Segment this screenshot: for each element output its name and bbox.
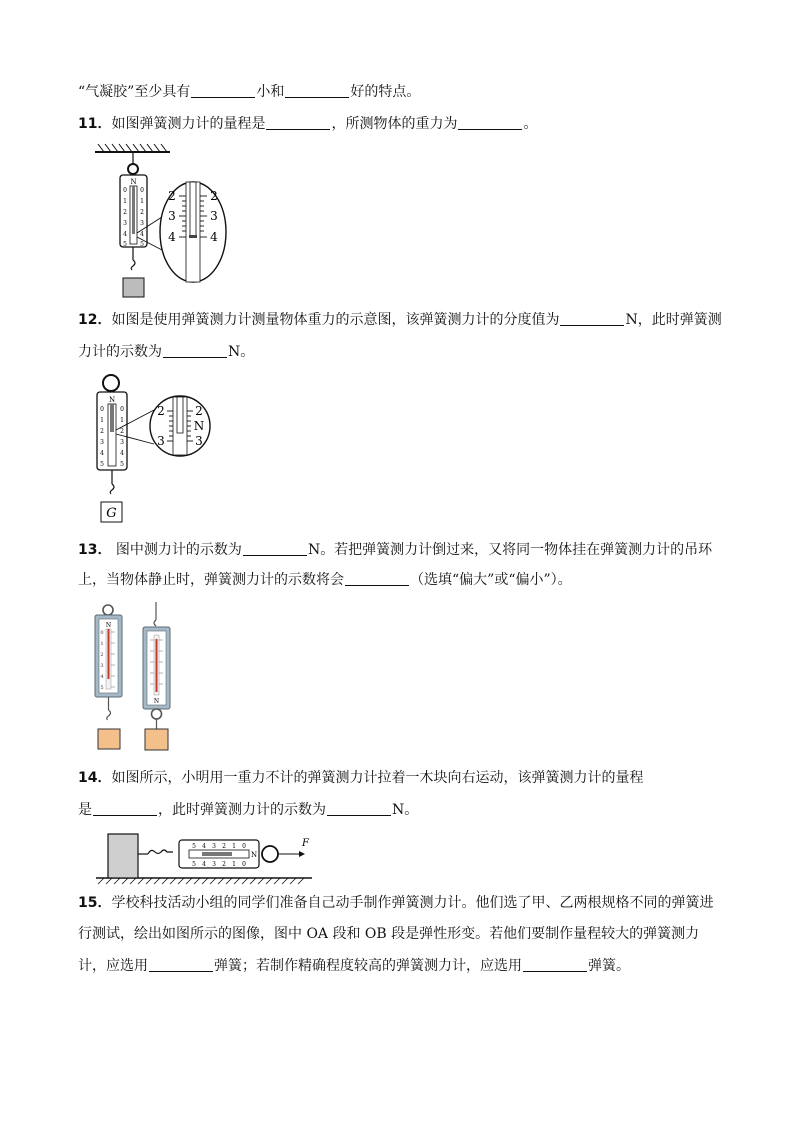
q11-scale-right-4: 4 [140,231,144,238]
q12-figure [90,372,220,527]
q12-number: 12． [78,312,112,328]
q11-part-b: ，所测物体的重力为 [331,116,458,132]
q12-zoom-label-left-3: 3 [157,434,165,448]
q13-part-a: 图中测力计的示数为 [111,542,242,558]
q14-scale-top-5: 5 [192,843,196,850]
q14-scale-top-4: 4 [202,843,206,850]
q12-scale-right-2: 2 [120,428,124,435]
q15-part-a: 学校科技活动小组的同学们准备自己动手制作弹簧测力计。他们选了甲、乙两根规格不同的弹簧进 [111,895,714,911]
q13-figure [88,602,198,752]
q14-scale-top-0: 0 [242,843,246,850]
q11-scale-left-2: 2 [123,209,127,216]
q14-scale-bottom-2: 2 [222,861,226,868]
q12-scale-left-4: 4 [100,450,104,457]
q11-scale-right-3: 3 [140,220,144,227]
q10-blank-2[interactable] [285,83,349,98]
q13-left-scale-1: 1 [100,641,104,647]
q14-scale-bottom-3: 3 [212,861,216,868]
q12-part-c: 力计的示数为 [78,344,162,360]
q12-scale-left-1: 1 [100,417,104,424]
q14-figure [94,826,324,886]
q14-text-line2 [78,800,418,820]
q14-blank-2[interactable] [327,801,391,816]
q15-part-b: 行测试，绘出如图所示的图像，图中 OA 段和 OB 段是弹性形变。若他们要制作量程较大的弹簧测力 [78,926,700,942]
q12-blank-1[interactable] [560,311,624,326]
q12-part-a: 如图是使用弹簧测力计测量物体重力的示意图，该弹簧测力计的分度值为 [111,312,560,328]
q14-text-line1 [78,768,643,788]
q11-part-a: 如图弹簧测力计的量程是 [111,116,266,132]
q12-scale-left-3: 3 [100,439,104,446]
q13-left-scale-3: 3 [100,663,104,669]
q13-blank-2[interactable] [345,571,409,586]
q14-part-a: 如图所示，小明用一重力不计的弹簧测力计拉着一木块向右运动，该弹簧测力计的量程 [111,770,644,786]
q14-part-b: 是 [78,802,92,818]
q13-left-scale-0: 0 [100,630,104,636]
q12-blank-2[interactable] [163,343,227,358]
q11-text [78,114,537,134]
q14-scale-bottom-4: 4 [202,861,206,868]
q15-text-line3 [78,956,630,976]
q13-left-scale-2: 2 [100,652,104,658]
q11-zoom-label-left-3: 3 [168,209,176,223]
q12-zoom-label-left-2: 2 [157,404,165,418]
q12-zoom-label-right-3: 3 [195,434,203,448]
q15-blank-1[interactable] [149,957,213,972]
q11-figure [90,140,240,305]
q14-blank-1[interactable] [93,801,157,816]
q12-scale-right-5: 5 [120,461,124,468]
q14-force-label: F [302,838,309,849]
q13-right-unit: N [153,698,160,705]
q12-text-line2 [78,342,254,362]
q11-scale-right-1: 1 [140,198,144,205]
q13-text-line1 [78,540,712,560]
q12-weight-label: G [106,506,117,521]
q13-part-b: N。若把弹簧测力计倒过来，又将同一物体挂在弹簧测力计的吊环 [307,542,713,558]
q11-number: 11． [78,116,112,132]
q12-scale-left-0: 0 [100,406,104,413]
q14-part-c: ，此时弹簧测力计的示数为 [158,802,326,818]
q15-blank-2[interactable] [523,957,587,972]
q11-part-c: 。 [523,116,538,132]
q15-text-line2 [78,924,699,944]
q11-scale-right-5: 5 [140,241,144,248]
q11-scale-left-4: 4 [123,231,127,238]
q11-scale-left-5: 5 [123,241,127,248]
q11-scale-left-1: 1 [123,198,127,205]
q13-left-scale-5: 5 [100,685,104,691]
q14-unit-label: N [250,851,258,859]
q11-zoom-label-right-4: 4 [210,230,218,244]
q10-part-a: “气凝胶”至少具有 [78,84,191,100]
q11-zoom-label-left-4: 4 [168,230,176,244]
q14-scale-top-3: 3 [212,843,216,850]
q13-text-line2 [78,570,572,590]
q13-left-unit: N [105,622,112,629]
q10-text [78,82,420,102]
q10-part-c: 好的特点。 [350,84,421,100]
q12-zoom-unit: N [193,419,205,433]
q11-scale-left-3: 3 [123,220,127,227]
q12-text-line1 [78,310,722,330]
q10-blank-1[interactable] [191,83,255,98]
q12-scale-right-1: 1 [120,417,124,424]
q15-part-c: 计，应选用 [78,958,148,974]
q14-scale-top-2: 2 [222,843,226,850]
q12-unit-label: N [108,396,116,404]
q11-scale-right-2: 2 [140,209,144,216]
q13-left-scale-4: 4 [100,674,104,680]
q12-scale-left-2: 2 [100,428,104,435]
q14-number: 14． [78,770,112,786]
q12-zoom-label-right-2: 2 [195,404,203,418]
q11-zoom-label-right-3: 3 [210,209,218,223]
q10-part-b: 小和 [256,84,285,100]
q14-scale-bottom-5: 5 [192,861,196,868]
q15-number: 15． [78,895,112,911]
q13-number: 13． [78,542,112,558]
q12-scale-left-5: 5 [100,461,104,468]
q11-zoom-label-right-2: 2 [210,189,218,203]
q12-part-d: N。 [228,344,255,360]
q14-scale-top-1: 1 [232,843,236,850]
q11-blank-1[interactable] [266,115,330,130]
q12-scale-right-4: 4 [120,450,124,457]
q11-zoom-label-left-2: 2 [168,189,176,203]
q15-part-e: 弹簧。 [588,958,630,974]
q11-scale-left-0: 0 [123,187,127,194]
q13-part-d: （选填“偏大”或“偏小”）。 [410,572,572,588]
q13-part-c: 上，当物体静止时，弹簧测力计的示数将会 [78,572,344,588]
q12-scale-right-3: 3 [120,439,124,446]
q14-part-d: N。 [392,802,419,818]
q12-part-b: N，此时弹簧测 [625,312,722,328]
q11-scale-right-0: 0 [140,187,144,194]
q11-blank-2[interactable] [458,115,522,130]
q15-part-d: 弹簧；若制作精确程度较高的弹簧测力计，应选用 [214,958,522,974]
q12-scale-right-0: 0 [120,406,124,413]
q15-text-line1 [78,893,713,913]
q11-unit-label: N [130,178,137,186]
q14-scale-bottom-1: 1 [232,861,236,868]
q13-blank-1[interactable] [243,541,307,556]
q14-scale-bottom-0: 0 [242,861,246,868]
